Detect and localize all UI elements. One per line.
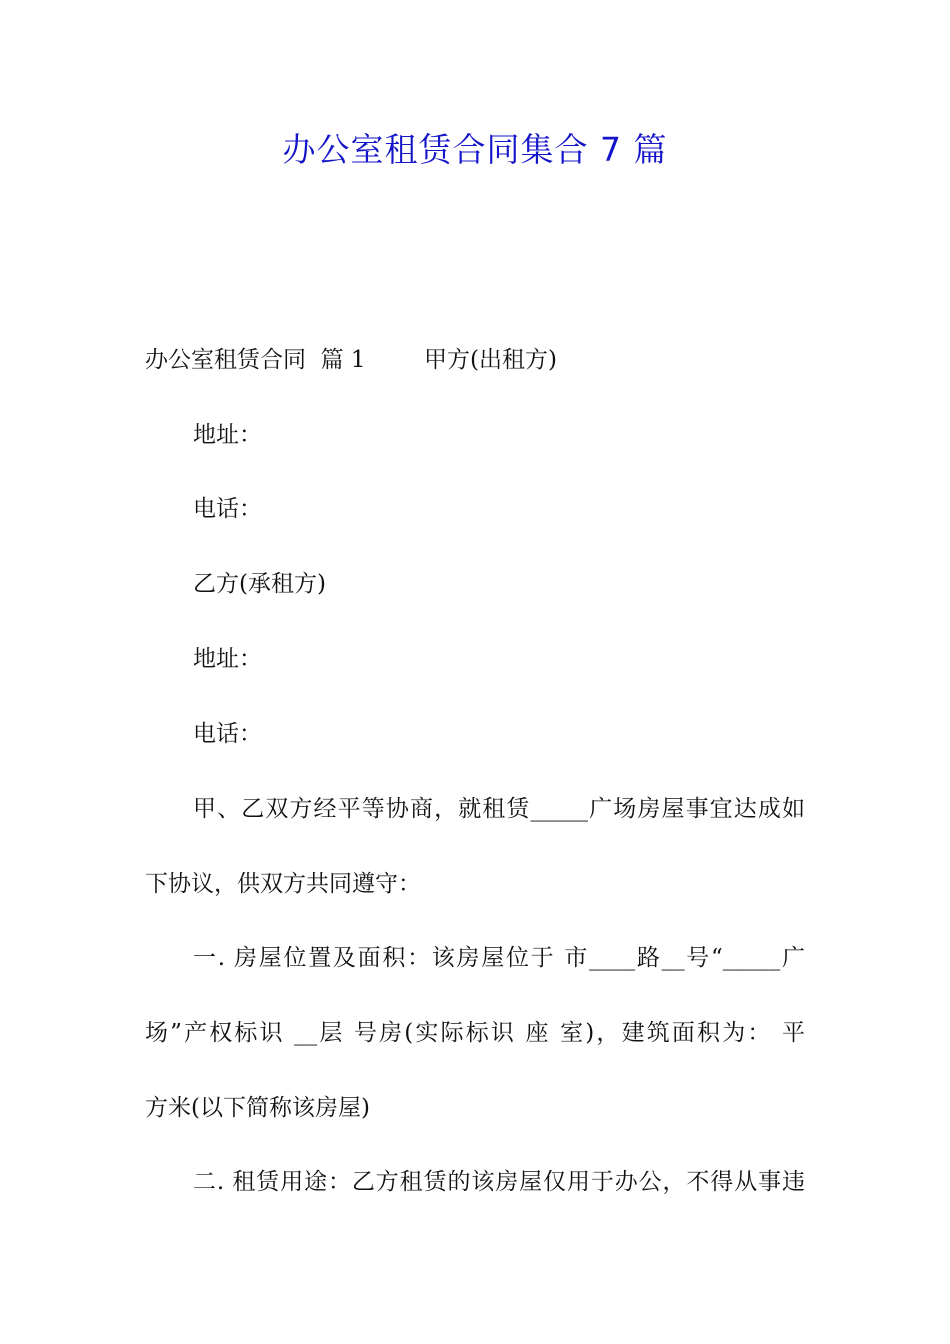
clause-1-line-1: 一. 房屋位置及面积：该房屋位于 市____路__号“_____广 (193, 945, 805, 971)
contract-heading-line: 办公室租赁合同 篇 1 甲方(出租方) (145, 347, 558, 373)
agreement-intro-line-2: 下协议，供双方共同遵守： (145, 871, 421, 897)
document-title: 办公室租赁合同集合 7 篇 (282, 130, 668, 169)
clause-1-line-3: 方米(以下简称该房屋) (145, 1095, 370, 1121)
clause-2-line-1: 二. 租赁用途：乙方租赁的该房屋仅用于办公，不得从事违 (193, 1169, 805, 1195)
agreement-intro-line-1: 甲、乙双方经平等协商，就租赁_____广场房屋事宜达成如 (193, 796, 805, 822)
party-b-address: 地址： (193, 646, 262, 672)
party-a-address: 地址： (193, 422, 262, 448)
party-a-phone: 电话： (193, 496, 262, 522)
clause-1-line-2: 场”产权标识 __层 号房(实际标识 座 室)，建筑面积为： 平 (145, 1020, 805, 1046)
party-b-label: 乙方(承租方) (193, 571, 326, 597)
party-b-phone: 电话： (193, 721, 262, 747)
